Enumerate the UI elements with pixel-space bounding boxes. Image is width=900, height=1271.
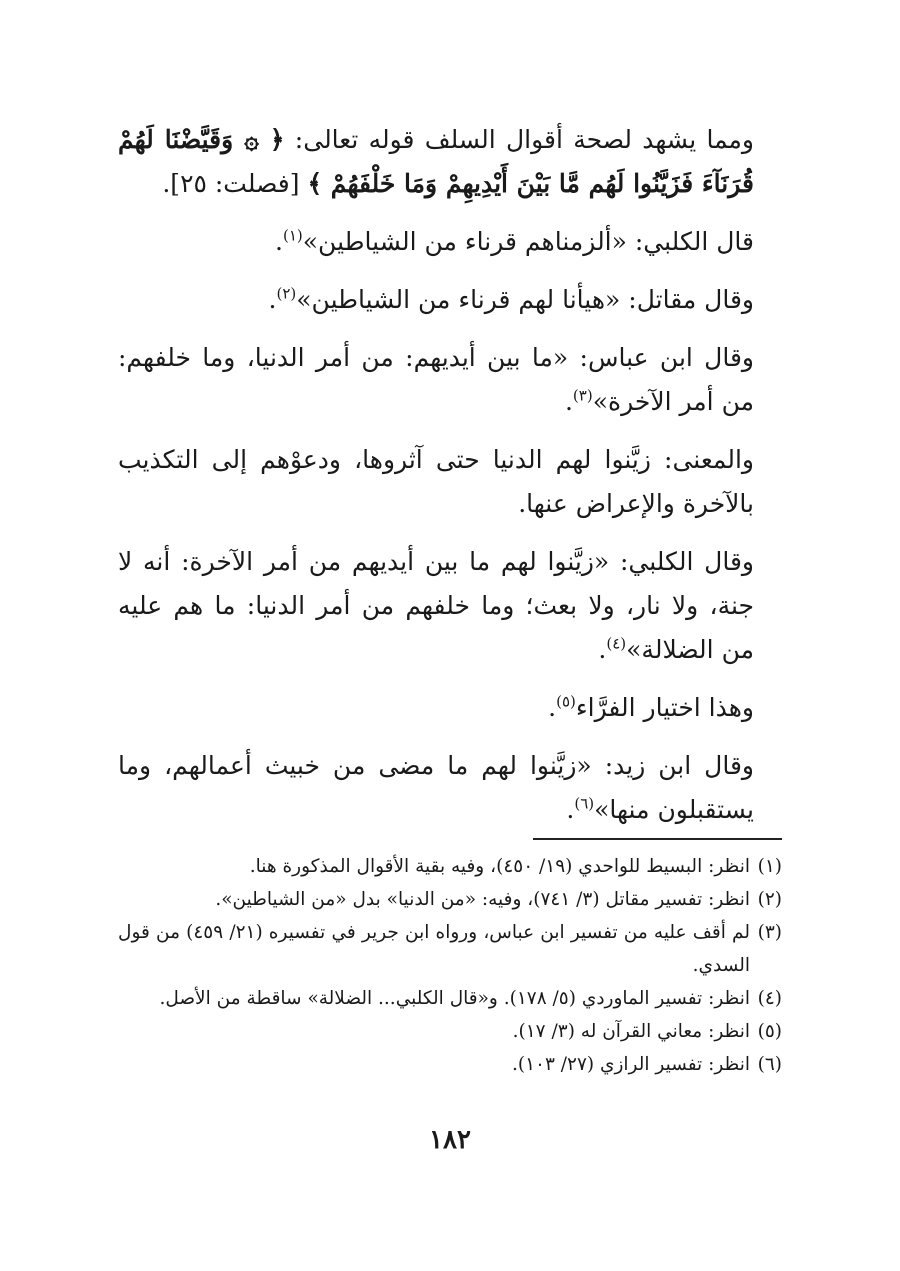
paragraph-5 [118, 438, 782, 526]
footnote-number: (٣) [757, 922, 782, 943]
footnote-4 [118, 982, 782, 1015]
footnote-ref-6[interactable]: (٦) [574, 794, 595, 813]
footnotes [118, 850, 782, 1081]
paragraph-3-end: . [268, 285, 277, 314]
main-text [118, 118, 782, 846]
paragraph-8-text: وقال ابن زيد: «زيَّنوا لهم ما مضى من خبيث أعمالهم، وما يستقبلون منها» [118, 751, 754, 824]
surah-citation: [فصلت: ٢٥]. [162, 169, 308, 198]
paragraph-8-end: . [566, 795, 575, 824]
footnote-text: انظر: البسيط للواحدي (١٩/ ٤٥٠)، وفيه بقية الأقوال المذكورة هنا. [249, 856, 750, 877]
footnote-ref-5[interactable]: (٥) [556, 692, 576, 711]
paragraph-4 [118, 336, 782, 424]
footnote-ref-1[interactable]: (١) [282, 226, 303, 245]
paragraph-4-end: . [564, 387, 573, 416]
paragraph-7-text: وهذا اختيار الفرَّاء [575, 693, 754, 722]
footnote-ref-4[interactable]: (٤) [606, 634, 627, 653]
paragraph-4-text: وقال ابن عباس: «ما بين أيديهم: من أمر الدنيا، وما خلفهم: من أمر الآخرة» [118, 343, 754, 416]
footnote-number: (٦) [757, 1054, 782, 1075]
footnote-5 [118, 1015, 782, 1048]
paragraph-2 [118, 220, 782, 264]
footnote-text: انظر: تفسير الرازي (٢٧/ ١٠٣). [511, 1054, 750, 1075]
footnote-6 [118, 1048, 782, 1081]
paragraph-1-intro: ومما يشهد لصحة أقوال السلف قوله تعالى: [284, 125, 754, 154]
footnote-ref-3[interactable]: (٣) [572, 386, 593, 405]
footnote-3 [118, 916, 782, 982]
paragraph-3 [118, 278, 782, 322]
footnote-1 [118, 850, 782, 883]
footnote-text: انظر: تفسير مقاتل (٣/ ٧٤١)، وفيه: «من الدنيا» بدل «من الشياطين». [215, 889, 750, 910]
paragraph-3-text: وقال مقاتل: «هيأنا لهم قرناء من الشياطين» [296, 285, 754, 314]
paragraph-2-end: . [275, 227, 283, 256]
quran-verse: ﴿ ۞ وَقَيَّضْنَا لَهُمْ قُرَنَآءَ فَزَيَّنُوا لَهُم مَّا بَيْنَ أَيْدِيهِمْ وَمَا خَلْفَهُمْ ﴾ [118, 125, 754, 198]
footnote-number: (٢) [757, 889, 782, 910]
paragraph-2-text: قال الكلبي: «ألزمناهم قرناء من الشياطين» [302, 227, 754, 256]
paragraph-6-end: . [598, 635, 607, 664]
footnote-2 [118, 883, 782, 916]
footnote-number: (٤) [757, 988, 782, 1009]
footnote-number: (٥) [757, 1021, 782, 1042]
paragraph-8 [118, 744, 782, 832]
footnote-text: انظر: معاني القرآن له (٣/ ١٧). [512, 1021, 750, 1042]
footnote-text: لم أقف عليه من تفسير ابن عباس، ورواه ابن جرير في تفسيره (٢١/ ٤٥٩) من قول السدي. [118, 922, 750, 976]
paragraph-5-text: والمعنى: زيَّنوا لهم الدنيا حتى آثروها، ودعوْهم إلى التكذيب بالآخرة والإعراض عنها. [118, 445, 754, 518]
footnote-text: انظر: تفسير الماوردي (٥/ ١٧٨). و«قال الكلبي... الضلالة» ساقطة من الأصل. [159, 988, 750, 1009]
footnote-divider [533, 838, 782, 840]
page-number: ١٨٢ [429, 1125, 471, 1155]
paragraph-6 [118, 540, 782, 672]
paragraph-6-text: وقال الكلبي: «زيَّنوا لهم ما بين أيديهم من أمر الآخرة: أنه لا جنة، ولا نار، ولا بعث؛ وما خلفهم من أمر الدنيا: ما هم عليه من الضلالة» [118, 547, 754, 664]
paragraph-1 [118, 118, 782, 206]
footnote-number: (١) [757, 856, 782, 877]
paragraph-7 [118, 686, 782, 730]
paragraph-7-end: . [548, 693, 557, 722]
footnote-ref-2[interactable]: (٢) [276, 284, 297, 303]
